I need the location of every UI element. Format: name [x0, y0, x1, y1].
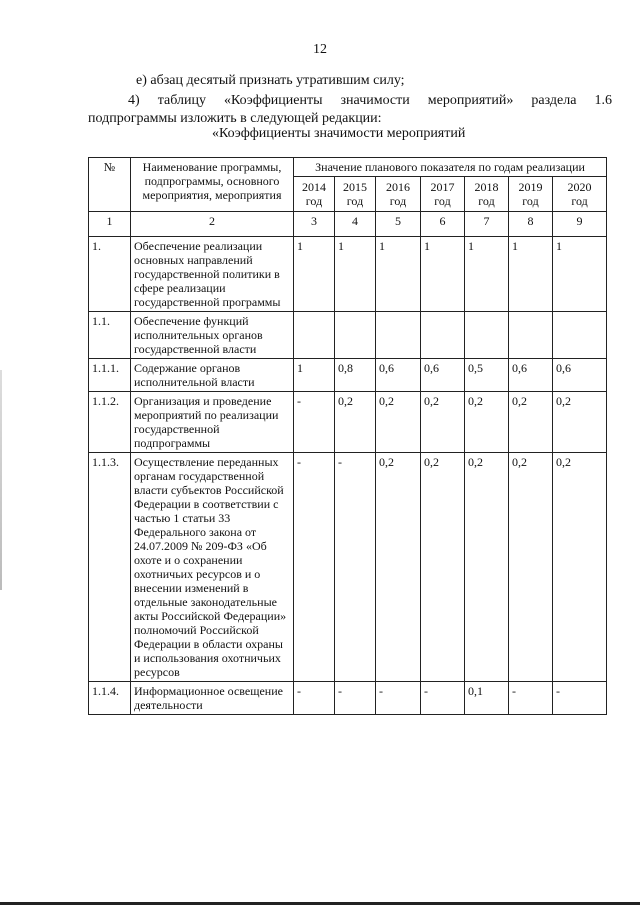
- row-value: -: [335, 453, 376, 682]
- row-value: 0,2: [509, 453, 553, 682]
- column-number: 9: [553, 212, 607, 237]
- row-value: [421, 312, 465, 359]
- header-number: №: [89, 158, 131, 212]
- row-value: 1: [509, 237, 553, 312]
- row-value: -: [509, 682, 553, 715]
- row-value: 0,2: [376, 392, 421, 453]
- row-number: 1.1.3.: [89, 453, 131, 682]
- row-value: 0,1: [465, 682, 509, 715]
- row-value: -: [294, 453, 335, 682]
- year-unit: год: [522, 194, 539, 208]
- row-value: 1: [294, 359, 335, 392]
- header-year-2014: [294, 177, 335, 212]
- table-row: [89, 312, 607, 359]
- year-label: 2019: [518, 180, 543, 194]
- row-value: -: [294, 392, 335, 453]
- row-value: 1: [421, 237, 465, 312]
- year-label: 2018: [474, 180, 499, 194]
- row-name: Обеспечение функций исполнительных органов государственной власти: [131, 312, 294, 359]
- row-value: [294, 312, 335, 359]
- table-row: [89, 392, 607, 453]
- year-unit: год: [478, 194, 495, 208]
- row-value: 0,2: [376, 453, 421, 682]
- header-year-2016: [376, 177, 421, 212]
- year-label: 2015: [343, 180, 367, 194]
- header-year-2017: [421, 177, 465, 212]
- row-value: -: [421, 682, 465, 715]
- row-value: 1: [294, 237, 335, 312]
- column-numbers-row: [89, 212, 607, 237]
- row-value: 0,2: [421, 453, 465, 682]
- column-number: 6: [421, 212, 465, 237]
- column-number: 5: [376, 212, 421, 237]
- page-number: 12: [313, 42, 327, 57]
- header-name: Наименование программы, подпрограммы, основного мероприятия, мероприятия: [131, 158, 294, 212]
- row-value: [376, 312, 421, 359]
- row-value: [509, 312, 553, 359]
- year-unit: год: [305, 194, 323, 208]
- row-value: [465, 312, 509, 359]
- header-plan: Значение планового показателя по годам реализации: [294, 158, 607, 177]
- row-value: 0,2: [465, 392, 509, 453]
- row-value: 0,6: [376, 359, 421, 392]
- header-row: [89, 158, 607, 177]
- year-label: 2017: [430, 180, 455, 194]
- coefficients-table: [88, 157, 607, 715]
- row-name: Организация и проведение мероприятий по реализации государственной подпрограммы: [131, 392, 294, 453]
- row-name: Информационное освещение деятельности: [131, 682, 294, 715]
- year-label: 2014: [302, 180, 326, 194]
- column-number: 2: [131, 212, 294, 237]
- row-name: Осуществление переданных органам государственной власти субъектов Российской Федерации в соответствии с частью 1 статьи 33 Федерального закона от 24.07.2009 № 209-ФЗ «Об охоте и о сохранении охотничьих ресурсов и о внесении изменений в отдельные законодательные акты Российской Федерации» полномочий Российской Федерации в области охраны и использования охотничьих ресурсов: [131, 453, 294, 682]
- table-row: [89, 359, 607, 392]
- row-value: 0,2: [553, 453, 607, 682]
- row-value: 1: [465, 237, 509, 312]
- row-value: [335, 312, 376, 359]
- row-value: 0,2: [421, 392, 465, 453]
- scan-edge-shadow: [0, 370, 2, 590]
- paragraph-item-e: е) абзац десятый признать утратившим силу;: [136, 73, 405, 88]
- table-row: [89, 453, 607, 682]
- row-value: 1: [376, 237, 421, 312]
- row-value: 0,2: [335, 392, 376, 453]
- row-value: 0,2: [465, 453, 509, 682]
- year-label: 2020: [567, 180, 592, 194]
- row-value: 1: [335, 237, 376, 312]
- row-value: -: [376, 682, 421, 715]
- row-number: 1.1.2.: [89, 392, 131, 453]
- row-number: 1.1.4.: [89, 682, 131, 715]
- row-value: 0,2: [509, 392, 553, 453]
- year-unit: год: [389, 194, 407, 208]
- row-value: 1: [553, 237, 607, 312]
- paragraph-item-4: 4) таблицу «Коэффициенты значимости мероприятий» раздела 1.6: [128, 93, 612, 108]
- year-label: 2016: [386, 180, 410, 194]
- paragraph-item-4-continued: подпрограммы изложить в следующей редакции:: [88, 111, 382, 126]
- row-value: -: [553, 682, 607, 715]
- row-value: 0,6: [553, 359, 607, 392]
- column-number: 3: [294, 212, 335, 237]
- row-value: 0,5: [465, 359, 509, 392]
- row-number: 1.1.: [89, 312, 131, 359]
- column-number: 4: [335, 212, 376, 237]
- table-title: «Коэффициенты значимости мероприятий: [212, 126, 466, 141]
- row-value: 0,6: [421, 359, 465, 392]
- year-unit: год: [434, 194, 451, 208]
- column-number: 1: [89, 212, 131, 237]
- year-unit: год: [346, 194, 364, 208]
- header-year-2018: [465, 177, 509, 212]
- row-number: 1.1.1.: [89, 359, 131, 392]
- year-unit: год: [571, 194, 588, 208]
- row-value: 0,8: [335, 359, 376, 392]
- row-number: 1.: [89, 237, 131, 312]
- column-number: 7: [465, 212, 509, 237]
- header-year-2015: [335, 177, 376, 212]
- row-value: -: [294, 682, 335, 715]
- header-year-2020: [553, 177, 607, 212]
- table-row: [89, 237, 607, 312]
- row-value: 0,2: [553, 392, 607, 453]
- row-name: Содержание органов исполнительной власти: [131, 359, 294, 392]
- row-value: [553, 312, 607, 359]
- header-year-2019: [509, 177, 553, 212]
- row-value: 0,6: [509, 359, 553, 392]
- row-value: -: [335, 682, 376, 715]
- row-name: Обеспечение реализации основных направлений государственной политики в сфере реализации государственной программы: [131, 237, 294, 312]
- column-number: 8: [509, 212, 553, 237]
- table-row: [89, 682, 607, 715]
